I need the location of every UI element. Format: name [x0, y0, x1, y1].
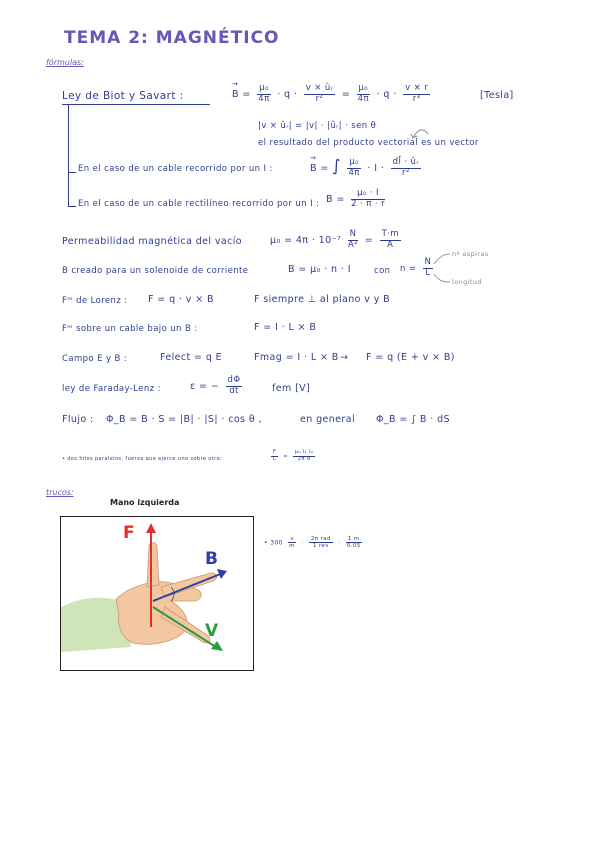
solenoide-expr: B = μ₀ · n · I — [288, 264, 351, 275]
cable-curve-frac-mu: $\frac{\text{μ₀}}{4\pi}$ — [348, 157, 360, 178]
campo-fmag: Fmag = I · L × B — [254, 352, 339, 363]
thumb — [147, 543, 159, 588]
solenoide-arrows — [432, 252, 454, 286]
cable-force-expr: F = I · L × B — [254, 322, 317, 333]
biot-B: → B — [232, 89, 239, 100]
permeabilidad-frac-NA: $\frac{N}{\text{A²}}$ — [347, 229, 358, 250]
flujo-text: Flujo : — [62, 414, 94, 425]
biot-dot2: · — [293, 88, 298, 100]
faraday-text: ley de Faraday-Lenz : — [62, 384, 161, 394]
faraday-fem: fem [V] — [272, 383, 311, 394]
lorentz-note: F siempre ⊥ al plano v y B — [254, 294, 391, 305]
biot-note: el resultado del producto vectorial es un vector — [258, 138, 479, 148]
biot-frac-vxr: $\frac{v \times r}{\text{r³}}$ — [405, 83, 429, 104]
palm-shape — [116, 582, 201, 644]
cable-curve-text: En el caso de un cable recorrido por un I : — [78, 164, 273, 174]
flujo-expr: Φ_B = B · S = |B| · |S| · cos θ , — [106, 414, 262, 425]
conversion-frac-2: $\frac{\text{2π rad}}{\text{1 rev}}$ — [310, 536, 331, 550]
biot-frac-vxur: $\frac{\text{v × ûᵣ}}{\text{r²}}$ — [305, 83, 334, 104]
tesla-unit: [Tesla] — [480, 90, 514, 101]
biot-label: Ley de Biot y Savart : — [62, 90, 184, 102]
biot-frac-mu2: $\frac{\text{μ₀}}{4\pi}$ — [357, 83, 369, 104]
force-label: F — [123, 523, 135, 543]
velocity-label: V — [205, 621, 219, 641]
campo-text: Campo E y B : — [62, 354, 128, 364]
biot-modulus: |v × ûᵣ| = |v| · |ûᵣ| · sen θ — [258, 121, 377, 131]
faraday-formula — [190, 376, 245, 397]
page-title: TEMA 2: MAGNÉTICO — [64, 28, 280, 48]
cable-force-text: Fᵐ sobre un cable bajo un B : — [62, 324, 198, 334]
solenoide-text: B creado para un solenoide de corriente — [62, 266, 249, 276]
conversion-frac-3: $\frac{1 m}{0.05}$ — [346, 536, 361, 550]
biot-q2: q — [383, 88, 390, 100]
solenoide-frac-NL: $\frac{N}{L}$ — [424, 257, 432, 278]
biot-dot4: · — [393, 88, 397, 100]
permeabilidad-text: Permeabilidad magnética del vacío — [62, 236, 242, 247]
campo-felect: Felect = q E — [160, 352, 223, 363]
permeabilidad-formula — [270, 230, 404, 251]
conversion-prefix: • 300 — [264, 539, 283, 547]
biot-eq1: = — [242, 88, 251, 100]
campo-arrow: → — [340, 352, 349, 363]
cable-curve-frac-dl: $\frac{\text{dl̄ · ûᵣ}}{\text{r²}}$ — [392, 157, 419, 178]
permeabilidad-expr: μ₀ = 4π · 10⁻⁷ — [270, 234, 342, 246]
biot-underline — [62, 104, 210, 105]
formulas-label: fórmulas: — [46, 58, 84, 67]
biot-dot1: · — [277, 88, 281, 100]
faraday-eps: ε = − — [190, 380, 220, 392]
permeabilidad-eq: = — [364, 234, 374, 246]
tree-branch-1 — [68, 172, 76, 173]
hand-illustration — [61, 517, 253, 670]
solenoide-n-eq: n = — [400, 263, 417, 274]
flujo-general-expr: Φ_B = ∫ B · dS — [376, 414, 450, 425]
faraday-frac: $\frac{d\Phi}{dt}$ — [227, 375, 241, 396]
hilos-text: • dos hilos paralelos, fuerza que ejerce uno sobre otro: — [62, 456, 223, 462]
campo-total: F = q (E + v × B) — [366, 352, 455, 363]
cable-curve-formula — [310, 156, 424, 179]
cable-straight-B: B — [326, 193, 333, 205]
cable-curve-eq: = — [320, 163, 329, 174]
cable-straight-formula — [326, 189, 388, 210]
conversion-frac-1: $\frac{v}{m}$ — [289, 536, 295, 550]
cable-curve-integral: ∫ — [332, 156, 341, 175]
left-hand-rule-image — [60, 516, 254, 671]
trucos-label: trucos: — [46, 488, 74, 497]
lorentz-text: Fᵐ de Lorenz : — [62, 296, 128, 306]
permeabilidad-frac-Tm: $\frac{T\cdot m}{A}$ — [381, 229, 399, 250]
note-curve-arrow — [410, 124, 432, 140]
cable-curve-B: → B — [310, 163, 317, 174]
force-arrowhead — [146, 523, 156, 533]
hilos-eq: = — [283, 453, 288, 460]
biot-frac-mu: $\frac{\text{μ₀}}{4\pi}$ — [258, 83, 270, 104]
solenoide-n — [400, 258, 436, 279]
biot-formula — [232, 84, 433, 105]
biot-dot3: · — [376, 88, 380, 100]
flujo-general: en general — [300, 414, 355, 425]
biot-eq2: = — [341, 88, 351, 100]
hilos-formula — [268, 450, 318, 463]
biot-q1: q — [284, 88, 291, 100]
tree-branch-2 — [68, 206, 76, 207]
conversion-note: • 300 $\frac{v}{m}$ · $\frac{\text{2π rad}}{\text{1 rev}}$ · $\frac{1 m}{0.05}$ — [264, 536, 361, 550]
hilos-frac-lhs: $\frac{F}{L}$ — [273, 449, 277, 462]
cable-straight-eq: = — [336, 193, 345, 205]
field-label: B — [205, 549, 218, 569]
espiras-label: nº espiras — [452, 250, 489, 258]
hilos-frac-rhs: $\frac{\text{μ₀ I₁ I₂}}{\text{2π d}}$ — [294, 449, 314, 462]
cable-curve-I: · I · — [367, 163, 385, 174]
solenoide-con: con — [374, 266, 391, 276]
longitud-label: longitud — [452, 278, 482, 286]
hand-title: Mano izquierda — [110, 498, 180, 507]
lorentz-expr: F = q · v × B — [148, 294, 214, 305]
tree-bracket — [68, 104, 69, 206]
cable-straight-frac: $\frac{\text{μ₀ · I}}{2 \cdot \pi \cdot r}$ — [351, 188, 385, 209]
cable-straight-text: En el caso de un cable rectilíneo recorrido por un I : — [78, 199, 320, 209]
